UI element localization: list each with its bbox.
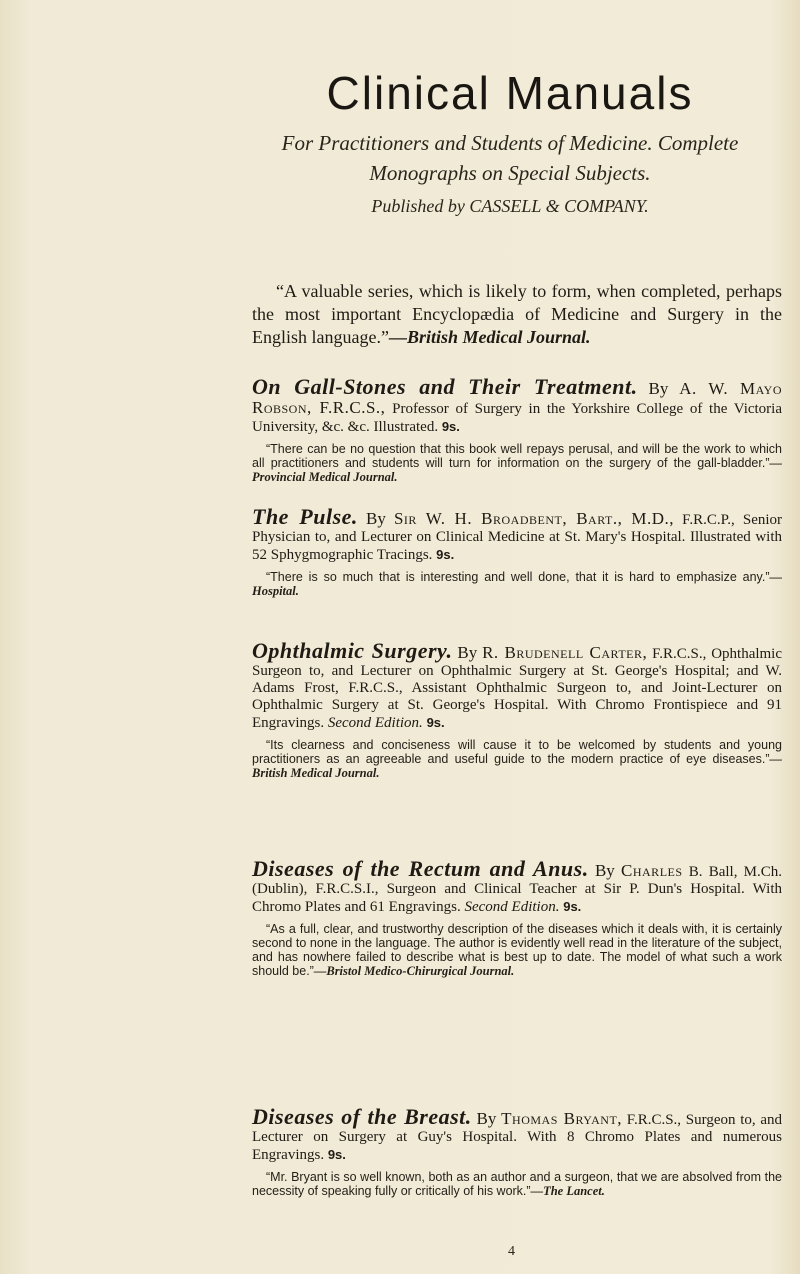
entry-description: F.R.C.P., Senior Physician to, and Lecturer on Clinical Medicine at St. Mary's Hospital. Illustrated with 52 Sphygmographic Tracings.: [252, 512, 783, 563]
entry-by: By: [476, 1109, 497, 1128]
entry-by: By: [594, 861, 615, 880]
intro-quote: [252, 280, 782, 349]
review-text: “Its clearness and conciseness will cause it to be welcomed by students and young practitioners as an agreeable and useful guide to the modern practice of eye diseases.”: [252, 738, 782, 766]
review-text: “As a full, clear, and trustworthy description of the diseases which it deals with, it is certainly second to none in the language. The author is evidently well read in the literature of the subject, and has nowhere failed to describe what is best up to date. The model of what such a work should be.”: [252, 922, 782, 978]
entry-title: Ophthalmic Surgery.: [252, 638, 453, 663]
review-source: —Bristol Medico-Chirurgical Journal.: [313, 964, 515, 978]
entry-edition: Second Edition.: [464, 899, 560, 915]
entry-description: Professor of Surgery in the Yorkshire College of the Victoria University, &c. &c. Illustrated.: [252, 401, 783, 435]
entry-review: [252, 1170, 782, 1198]
entry-text: [252, 856, 783, 916]
entry-author: Thomas Bryant,: [501, 1109, 623, 1128]
entry-rectum-anus: [252, 856, 783, 978]
entry-author: Charles: [621, 861, 683, 880]
subtitle-line-1: For Practitioners and Students of Medicine. Complete: [281, 131, 739, 155]
intro-quote-source: —British Medical Journal.: [388, 327, 591, 347]
intro-quote-text: “A valuable series, which is likely to form, when completed, perhaps the most important Encyclopædia of Medicine and Surgery in the English language.”: [252, 281, 782, 347]
entry-by: By: [366, 509, 386, 528]
entry-review: [252, 922, 782, 978]
entry-title: Diseases of the Rectum and Anus.: [252, 856, 589, 881]
review-source: —Provincial Medical Journal.: [252, 456, 782, 484]
entry-title: The Pulse.: [252, 504, 358, 529]
series-subtitle: [240, 128, 780, 188]
entry-description: B. Ball, M.Ch. (Dublin), F.R.C.S.I., Surgeon and Clinical Teacher at Sir P. Dun's Hospital. With Chromo Plates and 61 Engravings.: [252, 864, 783, 915]
entry-text: [252, 504, 783, 564]
page-number: 4: [508, 1244, 515, 1259]
review-source: —British Medical Journal.: [252, 752, 782, 780]
entry-description: F.R.C.S., Surgeon to, and Lecturer on Surgery at Guy's Hospital. With 8 Chromo Plates and numerous Engravings.: [252, 1112, 783, 1163]
review-text: “There is so much that is interesting and well done, that it is hard to emphasize any.”: [266, 570, 770, 584]
entry-text: [252, 1104, 783, 1164]
entry-price: 9s.: [327, 1147, 346, 1162]
entry-text: [252, 638, 783, 732]
review-text: “There can be no question that this book well repays perusal, and will be the work to which all practitioners and students will turn for information on the surgery of the gall-bladder.”: [252, 442, 782, 470]
entry-text: [252, 374, 783, 436]
entry-gall-stones: [252, 374, 783, 484]
review-source: —Hospital.: [252, 570, 782, 598]
entry-review: [252, 570, 782, 598]
entry-author: Sir W. H. Broadbent, Bart., M.D.,: [393, 509, 675, 528]
entry-review: [252, 738, 782, 780]
page-title: Clinical Manuals: [326, 67, 694, 119]
entry-price: 9s.: [426, 715, 445, 730]
entry-ophthalmic-surgery: [252, 638, 783, 780]
entry-price: 9s.: [441, 419, 460, 434]
entry-pulse: [252, 504, 783, 598]
review-source: —The Lancet.: [530, 1184, 605, 1198]
entry-breast: [252, 1104, 783, 1198]
entry-title: Diseases of the Breast.: [252, 1104, 472, 1129]
entry-by: By: [648, 379, 669, 398]
subtitle-line-2: Monographs on Special Subjects.: [369, 161, 651, 185]
entry-review: [252, 442, 782, 484]
entry-price: 9s.: [563, 899, 582, 914]
entry-title: On Gall-Stones and Their Treatment.: [252, 374, 638, 399]
entry-edition: Second Edition.: [327, 715, 423, 731]
entry-price: 9s.: [436, 547, 455, 562]
entry-author: A. W. Mayo Robson, F.R.C.S.,: [252, 379, 783, 417]
entry-author: R. Brudenell Carter,: [482, 643, 648, 662]
review-text: “Mr. Bryant is so well known, both as an author and a surgeon, that we are absolved from the necessity of speaking fully or critically of his work.”: [252, 1170, 782, 1198]
entry-by: By: [457, 643, 478, 662]
publisher-line: Published by CASSELL & COMPANY.: [371, 196, 649, 216]
entry-description: F.R.C.S., Ophthalmic Surgeon to, and Lecturer on Ophthalmic Surgery at St. George's Hospital; and W. Adams Frost, F.R.C.S., Assistant Ophthalmic Surgeon to, and Joint-Lecturer on Ophthalmic Surgery at St. George's Hospital. With Chromo Frontispiece and 91 Engravings.: [252, 646, 783, 731]
